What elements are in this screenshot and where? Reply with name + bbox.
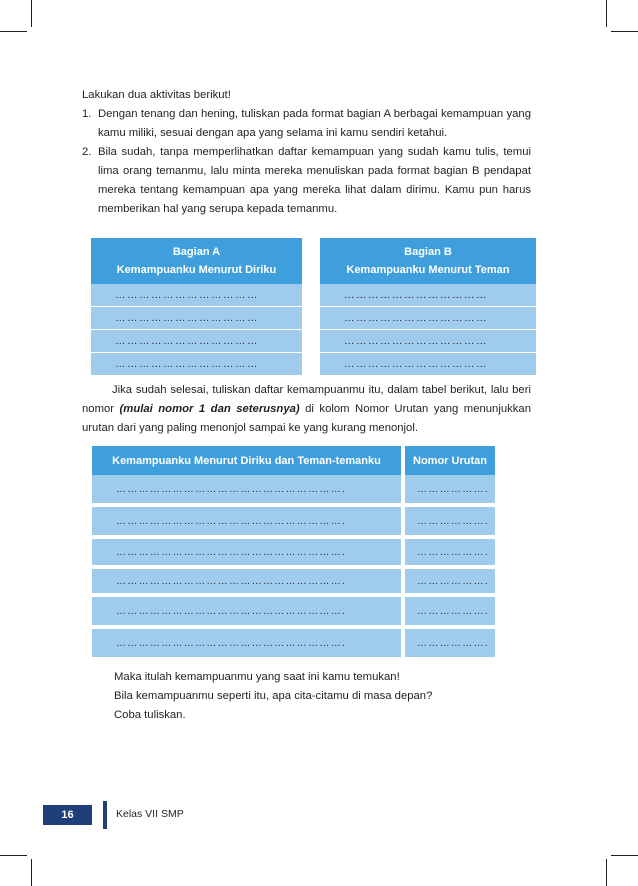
bagian-a-cell[interactable]: ………………………………	[91, 307, 302, 330]
closing-text	[114, 668, 534, 725]
closing-line: Maka itulah kemampuanmu yang saat ini kamu temukan!	[114, 671, 400, 683]
ability-cell[interactable]: …………………………………………………….	[92, 629, 401, 661]
crop-mark	[31, 859, 32, 886]
paragraph-text: di kolom Nomor Urutan yang menunjukkan urutan dari yang paling menonjol sampai ke yang kurang menonjol.	[82, 403, 531, 434]
table-row	[92, 507, 495, 539]
ranking-table	[92, 446, 495, 661]
bagian-b-cell[interactable]: ………………………………	[320, 330, 536, 353]
instruction-step	[82, 105, 531, 143]
instruction-step	[82, 143, 531, 219]
crop-mark	[611, 31, 638, 32]
ability-cell[interactable]: …………………………………………………….	[92, 475, 401, 507]
ability-cell[interactable]: …………………………………………………….	[92, 539, 401, 569]
table-row	[92, 597, 495, 629]
step-text: Bila sudah, tanpa memperlihatkan daftar kemampuan yang sudah kamu tulis, temui lima orang temanmu, lalu minta mereka menuliskan pada format bagian B pendapat mereka tentang kemampuan apa yang mereka lihat dalam dirimu. Kamu pun harus memberikan hal yang serupa kepada temanmu.	[98, 146, 531, 215]
ability-cell[interactable]: …………………………………………………….	[92, 569, 401, 597]
column-gap	[302, 284, 320, 307]
footer-divider	[103, 801, 107, 829]
crop-mark	[606, 0, 607, 27]
rank-cell[interactable]: ……………….	[405, 475, 495, 507]
table-row	[92, 629, 495, 661]
table-row	[92, 539, 495, 569]
ability-cell[interactable]: …………………………………………………….	[92, 507, 401, 539]
table-row	[91, 307, 536, 330]
header-bagian-a	[91, 238, 302, 284]
header-title: Bagian A	[172, 246, 221, 258]
instructions-heading: Lakukan dua aktivitas berikut!	[82, 89, 231, 101]
bagian-b-cell[interactable]: ………………………………	[320, 307, 536, 330]
header-subtitle: Kemampuanku Menurut Diriku	[116, 264, 277, 276]
page-number: 16	[43, 805, 92, 825]
header-abilities: Kemampuanku Menurut Diriku dan Teman-temanku	[92, 446, 401, 475]
header-bagian-b	[320, 238, 536, 284]
step-number: 1.	[82, 108, 92, 120]
header-rank: Nomor Urutan	[405, 446, 495, 475]
table-row	[91, 353, 536, 376]
header-title: Bagian B	[404, 246, 452, 258]
crop-mark	[0, 855, 27, 856]
instructions	[82, 86, 531, 219]
crop-mark	[606, 859, 607, 886]
table-header-row	[92, 446, 495, 475]
bagian-b-cell[interactable]: ………………………………	[320, 284, 536, 307]
table-row	[92, 569, 495, 597]
ranking-instructions	[82, 381, 531, 438]
step-text: Dengan tenang dan hening, tuliskan pada format bagian A berbagai kemampuan yang kamu miliki, sesuai dengan apa yang selama ini kamu sendiri ketahui.	[98, 108, 531, 139]
table-row	[91, 330, 536, 353]
rank-cell[interactable]: ……………….	[405, 507, 495, 539]
table-header-row	[91, 238, 536, 284]
bagian-a-cell[interactable]: ………………………………	[91, 330, 302, 353]
rank-cell[interactable]: ……………….	[405, 597, 495, 629]
paragraph-text: Jika sudah selesai, tuliskan daftar kemampuanmu itu, dalam tabel berikut, lalu beri nomor	[82, 384, 531, 415]
rank-cell[interactable]: ……………….	[405, 539, 495, 569]
abilities-table-ab	[91, 238, 536, 376]
bagian-b-cell[interactable]: ………………………………	[320, 353, 536, 376]
crop-mark	[31, 0, 32, 27]
book-title: Kelas VII SMP	[116, 808, 184, 820]
table-row	[91, 284, 536, 307]
column-gap	[302, 238, 320, 284]
table-row	[92, 475, 495, 507]
rank-cell[interactable]: ……………….	[405, 629, 495, 661]
bagian-a-cell[interactable]: ………………………………	[91, 284, 302, 307]
paragraph-emphasis: (mulai nomor 1 dan seterusnya)	[119, 403, 300, 415]
column-gap	[302, 353, 320, 376]
header-subtitle: Kemampuanku Menurut Teman	[346, 264, 510, 276]
rank-cell[interactable]: ……………….	[405, 569, 495, 597]
ability-cell[interactable]: …………………………………………………….	[92, 597, 401, 629]
crop-mark	[0, 31, 27, 32]
closing-line: Bila kemampuanmu seperti itu, apa cita-citamu di masa depan?	[114, 690, 433, 702]
crop-mark	[611, 855, 638, 856]
column-gap	[302, 330, 320, 353]
column-gap	[302, 307, 320, 330]
bagian-a-cell[interactable]: ………………………………	[91, 353, 302, 376]
closing-line: Coba tuliskan.	[114, 709, 186, 721]
step-number: 2.	[82, 146, 92, 158]
